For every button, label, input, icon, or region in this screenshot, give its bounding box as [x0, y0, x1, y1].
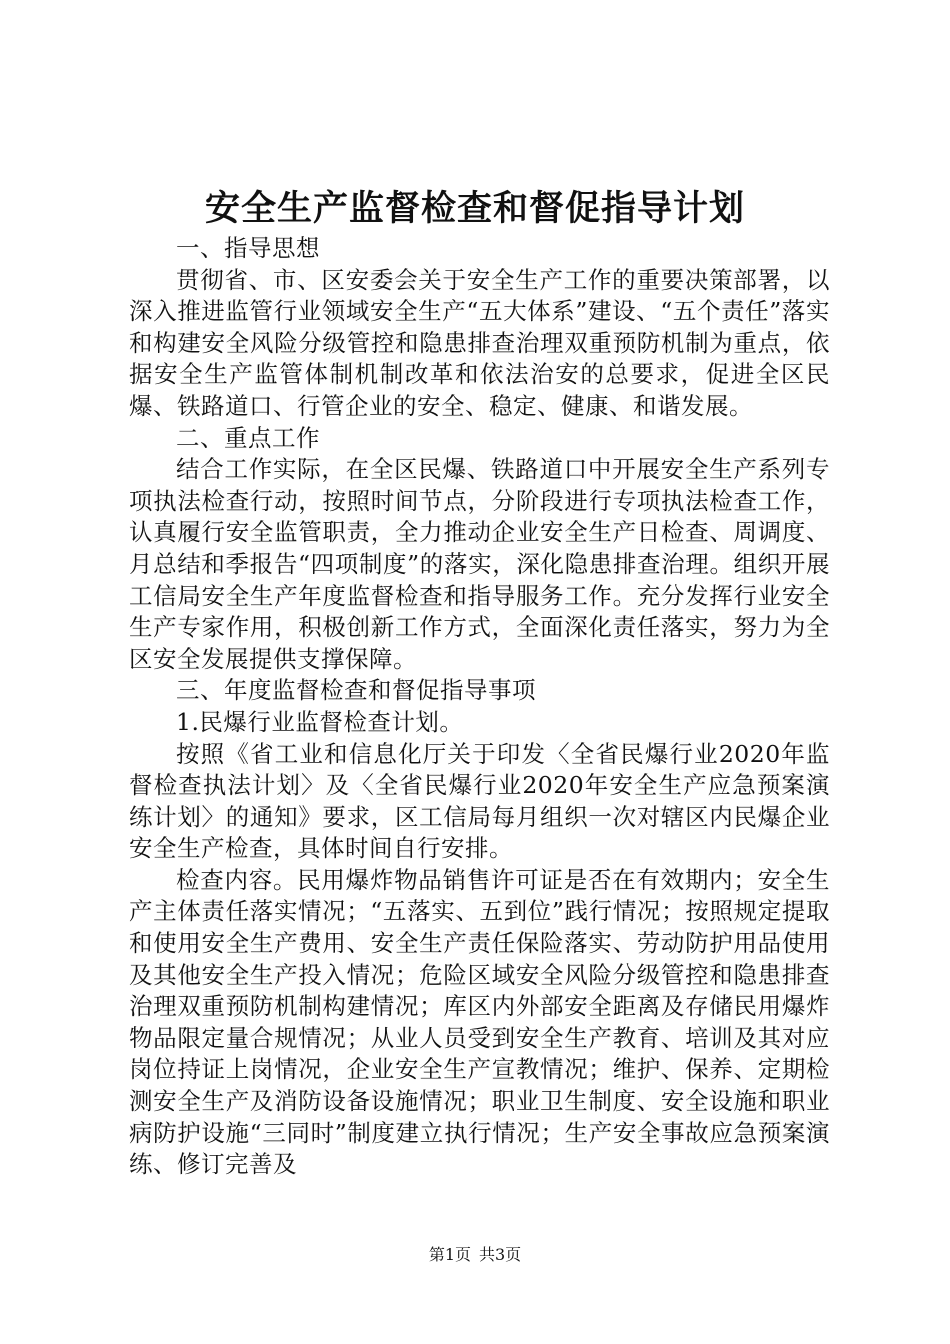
paragraph-key-work: 结合工作实际，在全区民爆、铁路道口中开展安全生产系列专项执法检查行动，按照时间节点，分阶段进行专项执法检查工作，认真履行安全监管职责，全力推动企业安全生产日检查、周调度、月总结和季报告“四项制度”的落实，深化隐患排查治理。组织开展工信局安全生产年度监督检查和指导服务工作。充分发挥行业安全生产专家作用，积极创新工作方式，全面深化责任落实，努力为全区安全发展提供支撑保障。 — [129, 455, 830, 673]
paragraph-explosives-plan: 按照《省工业和信息化厅关于印发〈全省民爆行业2020年监督检查执法计划〉及〈全省民爆行业2020年安全生产应急预案演练计划〉的通知》要求，区工信局每月组织一次对辖区内民爆企业安全生产检查，具体时间自行安排。 — [129, 739, 830, 863]
paragraph-inspection-content: 检查内容。民用爆炸物品销售许可证是否在有效期内；安全生产主体责任落实情况；“五落实、五到位”践行情况；按照规定提取和使用安全生产费用、安全生产责任保险落实、劳动防护用品使用及其他安全生产投入情况；危险区域安全风险分级管控和隐患排查治理双重预防机制构建情况；库区内外部安全距离及存储民用爆炸物品限定量合规情况；从业人员受到安全生产教育、培训及其对应岗位持证上岗情况，企业安全生产宣教情况；维护、保养、定期检测安全生产及消防设备设施情况；职业卫生制度、安全设施和职业病防护设施“三同时”制度建立执行情况；生产安全事故应急预案演练、修订完善及 — [129, 865, 830, 1179]
section-heading-annual-items: 三、年度监督检查和督促指导事项 — [176, 676, 536, 705]
page-total: 共3页 — [479, 1245, 522, 1264]
page-number: 第1页 — [428, 1245, 471, 1264]
subheading-explosives-plan: 1.民爆行业监督检查计划。 — [176, 707, 464, 736]
page-footer — [0, 1244, 950, 1266]
paragraph-guiding-thought: 贯彻省、市、区安委会关于安全生产工作的重要决策部署，以深入推进监管行业领域安全生产“五大体系”建设、“五个责任”落实和构建安全风险分级管控和隐患排查治理双重预防机制为重点，依据安全生产监管体制机制改革和依法治安的总要求，促进全区民爆、铁路道口、行管企业的安全、稳定、健康、和谐发展。 — [129, 265, 830, 420]
section-heading-key-work: 二、重点工作 — [176, 423, 320, 452]
section-heading-guiding-thought: 一、指导思想 — [176, 234, 320, 262]
document-title: 安全生产监督检查和督促指导计划 — [204, 188, 745, 229]
document-body — [129, 233, 830, 1181]
